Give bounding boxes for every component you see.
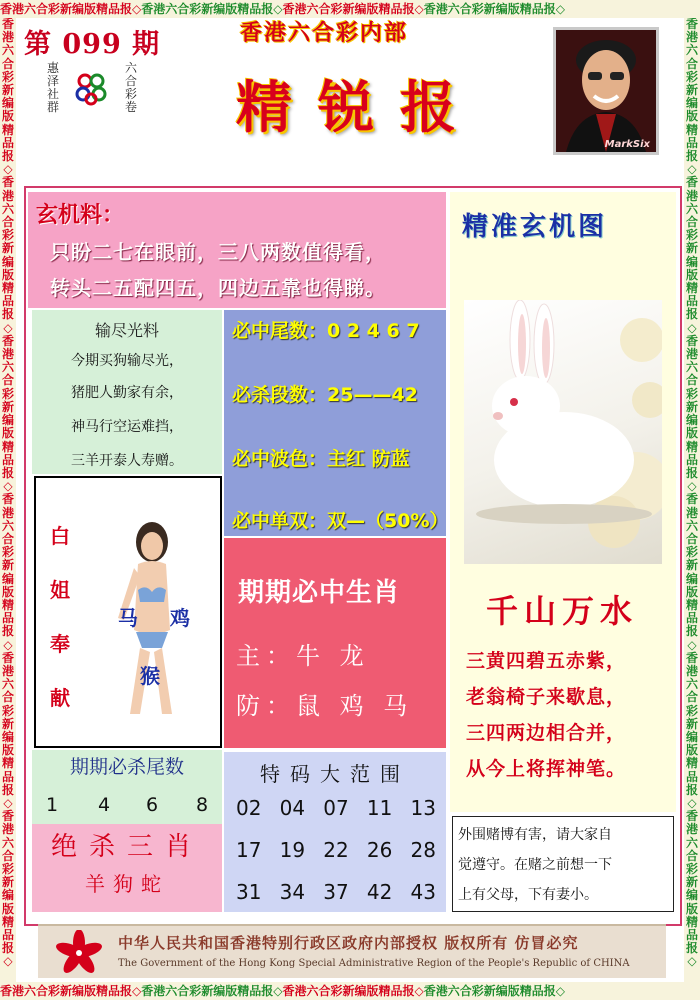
special-number: 07 xyxy=(323,796,349,820)
border-text: 香港六合彩新编版精品报◇ xyxy=(141,984,283,998)
bottom-border-band xyxy=(0,982,700,1000)
notice-line: 上有父母，下有妻小。 xyxy=(458,887,598,903)
special-number-title: 特码大范围 xyxy=(260,762,410,786)
special-number-row xyxy=(236,880,436,904)
kill-tail-number: 4 xyxy=(98,794,111,816)
right-poem-line: 老翁椅子来歇息， xyxy=(466,686,627,708)
club-name-right: 六合彩卷 xyxy=(124,61,137,114)
zodiac-horse: 马 xyxy=(118,606,138,630)
special-number-row xyxy=(236,838,436,862)
issue-number: 第 099 期 xyxy=(24,29,161,60)
kill-tail-number: 1 xyxy=(46,794,59,816)
special-number-row xyxy=(236,796,436,820)
zodiac-title: 期期必中生肖 xyxy=(238,578,401,608)
girl-vertical-char: 白 xyxy=(50,524,70,548)
special-number: 26 xyxy=(366,838,393,862)
special-number: 04 xyxy=(279,796,306,820)
riddle-title: 玄机料： xyxy=(36,202,125,228)
prediction-kill-range: 必杀段数：25——42 xyxy=(232,384,418,406)
zodiac-guard: 防：鼠 鸡 马 xyxy=(236,692,414,720)
lottery-logo-icon xyxy=(74,72,108,106)
special-number: 13 xyxy=(410,796,436,820)
special-number: 17 xyxy=(236,838,262,862)
host-photo xyxy=(553,27,659,155)
zodiac-monkey: 猴 xyxy=(140,664,160,688)
special-number: 28 xyxy=(410,838,436,862)
special-number: 34 xyxy=(279,880,306,904)
border-text: 香港六合彩新编版精品报◇ xyxy=(423,984,565,998)
girl-vertical-char: 献 xyxy=(50,686,70,710)
right-poem-line: 三四两边相合并， xyxy=(466,722,627,744)
phrase-title: 千山万水 xyxy=(486,592,639,630)
zodiac-main: 主：牛 龙 xyxy=(236,642,370,670)
person-portrait-icon xyxy=(556,30,656,152)
special-number: 19 xyxy=(279,838,306,862)
special-number: 42 xyxy=(366,880,393,904)
special-number: 02 xyxy=(236,796,262,820)
special-number: 37 xyxy=(323,880,349,904)
border-text: 香港六合彩新编版精品报◇ xyxy=(0,2,142,16)
right-poem-line: 从今上将挥神笔。 xyxy=(466,758,627,780)
right-poem-line: 三黄四碧五赤紫， xyxy=(466,650,627,672)
footer-copyright-cn: 中华人民共和国香港特别行政区政府内部授权 版权所有 仿冒必究 xyxy=(118,934,579,952)
special-number: 22 xyxy=(323,838,349,862)
kill-three-animals: 羊狗蛇 xyxy=(85,872,169,896)
kill-tail-number: 6 xyxy=(146,794,159,816)
special-number: 11 xyxy=(366,796,393,820)
lose-all-line: 三羊开泰人寿赠。 xyxy=(71,453,183,469)
rabbit-icon xyxy=(464,300,662,564)
border-text: 香港六合彩新编版精品报◇ xyxy=(141,2,283,16)
border-text: 香港六合彩新编版精品报◇ xyxy=(282,2,424,16)
right-border-band: 香港六合彩新编版精品报◇香港六合彩新编版精品报◇香港六合彩新编版精品报◇香港六合彩新编版精品报◇香港六合彩新编版精品报◇香港六合彩新编版精品报◇ xyxy=(684,18,700,982)
prediction-tail: 必中尾数：0 2 4 6 7 xyxy=(232,320,420,342)
kill-tail-number: 8 xyxy=(196,794,209,816)
lose-all-title: 输尽光料 xyxy=(94,321,159,340)
riddle-line: 转头二五配四五，四边五靠也得睇。 xyxy=(50,276,386,300)
lose-all-line: 神马行空运难挡， xyxy=(71,419,183,435)
border-text: 香港六合彩新编版精品报◇ xyxy=(423,2,565,16)
mystery-picture-title: 精准玄机图 xyxy=(462,212,608,242)
notice-line: 外围赌博有害，请大家自 xyxy=(458,827,612,843)
special-number: 31 xyxy=(236,880,262,904)
riddle-line: 只盼二七在眼前，三八两数值得看， xyxy=(50,240,386,264)
girl-vertical-char: 奉 xyxy=(50,632,70,656)
prediction-odd-even: 必中单双：双—（50%） xyxy=(232,510,449,532)
photo-caption: MarkSix xyxy=(604,139,650,150)
border-text: 香港六合彩新编版精品报◇ xyxy=(282,984,424,998)
prediction-color: 必中波色：主红 防蓝 xyxy=(232,448,410,470)
border-text: 香港六合彩新编版精品报◇ xyxy=(0,984,142,998)
predictions-panel xyxy=(224,310,449,536)
newspaper-title: 精锐报 xyxy=(236,75,482,141)
zodiac-rooster: 鸡 xyxy=(170,606,190,630)
kill-tail-title: 期期必杀尾数 xyxy=(69,756,184,778)
footer-copyright-en: The Government of the Hong Kong Special Administrative Region of the People's Republic of CHINA xyxy=(118,958,630,969)
rabbit-photo xyxy=(464,300,662,564)
girl-vertical-char: 姐 xyxy=(50,578,70,602)
left-border-band: 香港六合彩新编版精品报◇香港六合彩新编版精品报◇香港六合彩新编版精品报◇香港六合彩新编版精品报◇香港六合彩新编版精品报◇香港六合彩新编版精品报◇ xyxy=(0,18,16,982)
newspaper-subtitle: 香港六合彩内部 xyxy=(240,20,409,46)
bauhinia-emblem-icon xyxy=(56,930,102,976)
club-name-left: 惠泽社群 xyxy=(46,61,59,114)
lose-all-line: 猪肥人勤家有余， xyxy=(71,385,183,401)
notice-line: 觉遵守。在赌之前想一下 xyxy=(458,857,612,873)
lose-all-line: 今期买狗输尽光， xyxy=(71,353,183,369)
special-number: 43 xyxy=(410,880,436,904)
kill-three-title: 绝杀三肖 xyxy=(50,832,203,862)
